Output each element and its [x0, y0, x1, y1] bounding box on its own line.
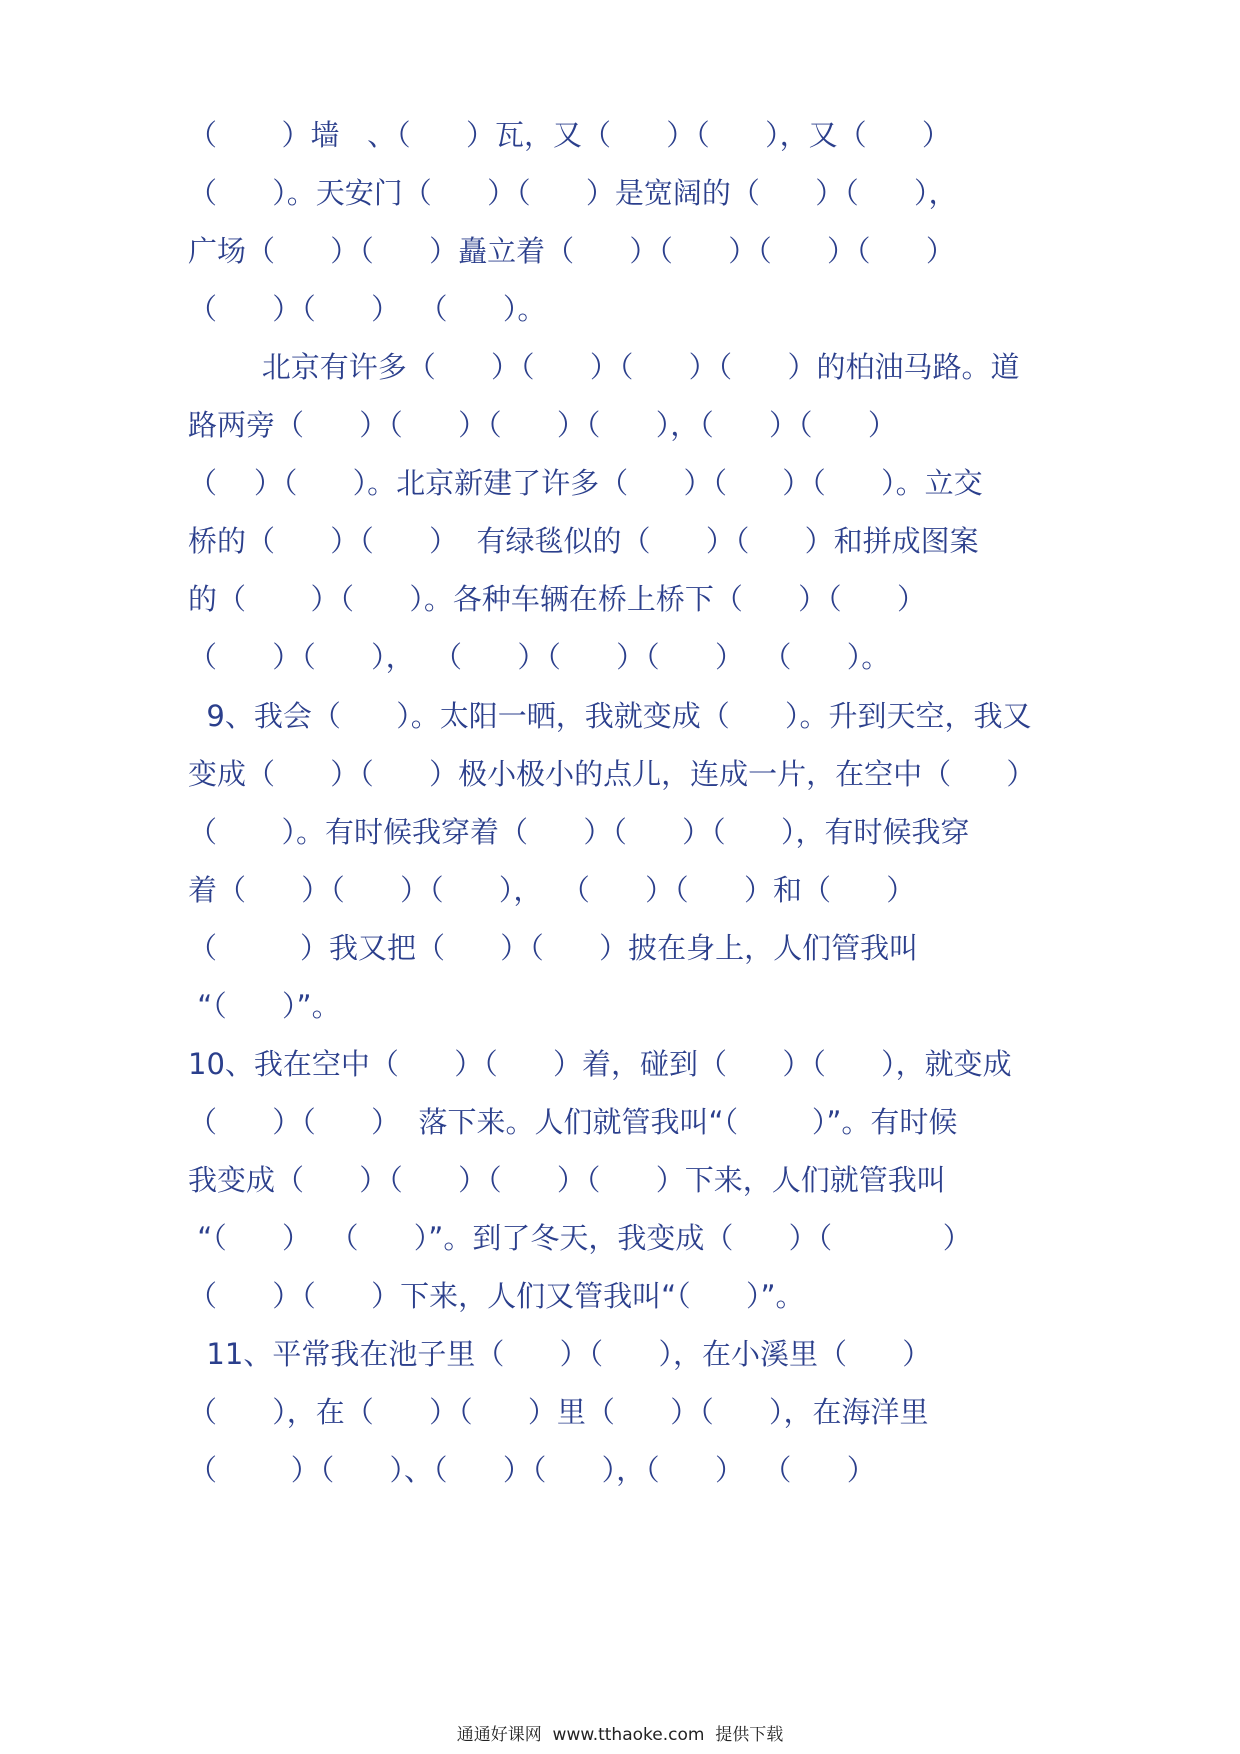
- text-line: 路两旁（ ）（ ）（ ）（ ），（ ）（ ）: [188, 408, 897, 442]
- text-line: （ ）（ ）。北京新建了许多（ ）（ ）（ ）。立交: [188, 466, 983, 500]
- text-line: 我变成（ ）（ ）（ ）（ ）下来，人们就管我叫: [188, 1163, 946, 1197]
- footer-url: www.tthaoke.com: [552, 1725, 705, 1745]
- footer-site-name: 通通好课网: [456, 1725, 542, 1745]
- question-9-line: 9、我会（ ）。太阳一晒，我就变成（ ）。升到天空，我又: [188, 699, 1032, 733]
- text-line: 桥的（ ）（ ） 有绿毯似的（ ）（ ）和拼成图案: [188, 524, 979, 558]
- text-line: （ ）（ ） 落下来。人们就管我叫“（ ）”。有时候: [188, 1105, 958, 1139]
- text-line: “（ ） （ ）”。到了冬天，我变成（ ）（ ）: [188, 1221, 972, 1255]
- text-line: （ ）墙 、（ ）瓦，又（ ）（ ），又（ ）: [188, 118, 951, 152]
- text-line: （ ）。有时候我穿着（ ）（ ）（ ），有时候我穿: [188, 815, 970, 849]
- text-line: （ ）（ ） （ ）。: [188, 292, 547, 326]
- footer-note: 提供下载: [715, 1725, 784, 1745]
- text-line: （ ）（ ）， （ ）（ ）（ ） （ ）。: [188, 640, 891, 674]
- text-line: （ ）。天安门（ ）（ ）是宽阔的（ ）（ ），: [188, 176, 958, 210]
- text-line: （ ）（ ）、（ ）（ ），（ ） （ ）: [188, 1453, 876, 1487]
- text-line: （ ），在（ ）（ ）里（ ）（ ），在海洋里: [188, 1395, 929, 1429]
- text-line: 变成（ ）（ ）极小极小的点儿，连成一片，在空中（ ）: [188, 757, 1036, 791]
- text-line: （ ）（ ）下来，人们又管我叫“（ ）”。: [188, 1279, 805, 1313]
- text-line: 北京有许多（ ）（ ）（ ）（ ）的柏油马路。道: [188, 350, 1020, 384]
- question-11-line: 11、平常我在池子里（ ）（ ），在小溪里（ ）: [188, 1337, 932, 1371]
- text-line: 着（ ）（ ）（ ）， （ ）（ ）和（ ）: [188, 873, 916, 907]
- text-line: 的（ ）（ ）。各种车辆在桥上桥下（ ）（ ）: [188, 582, 926, 616]
- question-10-line: 10、我在空中（ ）（ ）着，碰到（ ）（ ），就变成: [188, 1047, 1012, 1081]
- text-line: “（ ）”。: [188, 989, 341, 1023]
- page-footer: [0, 1720, 1240, 1745]
- text-line: （ ）我又把（ ）（ ）披在身上，人们管我叫: [188, 931, 919, 965]
- text-line: 广场（ ）（ ）矗立着（ ）（ ）（ ）（ ）: [188, 234, 955, 268]
